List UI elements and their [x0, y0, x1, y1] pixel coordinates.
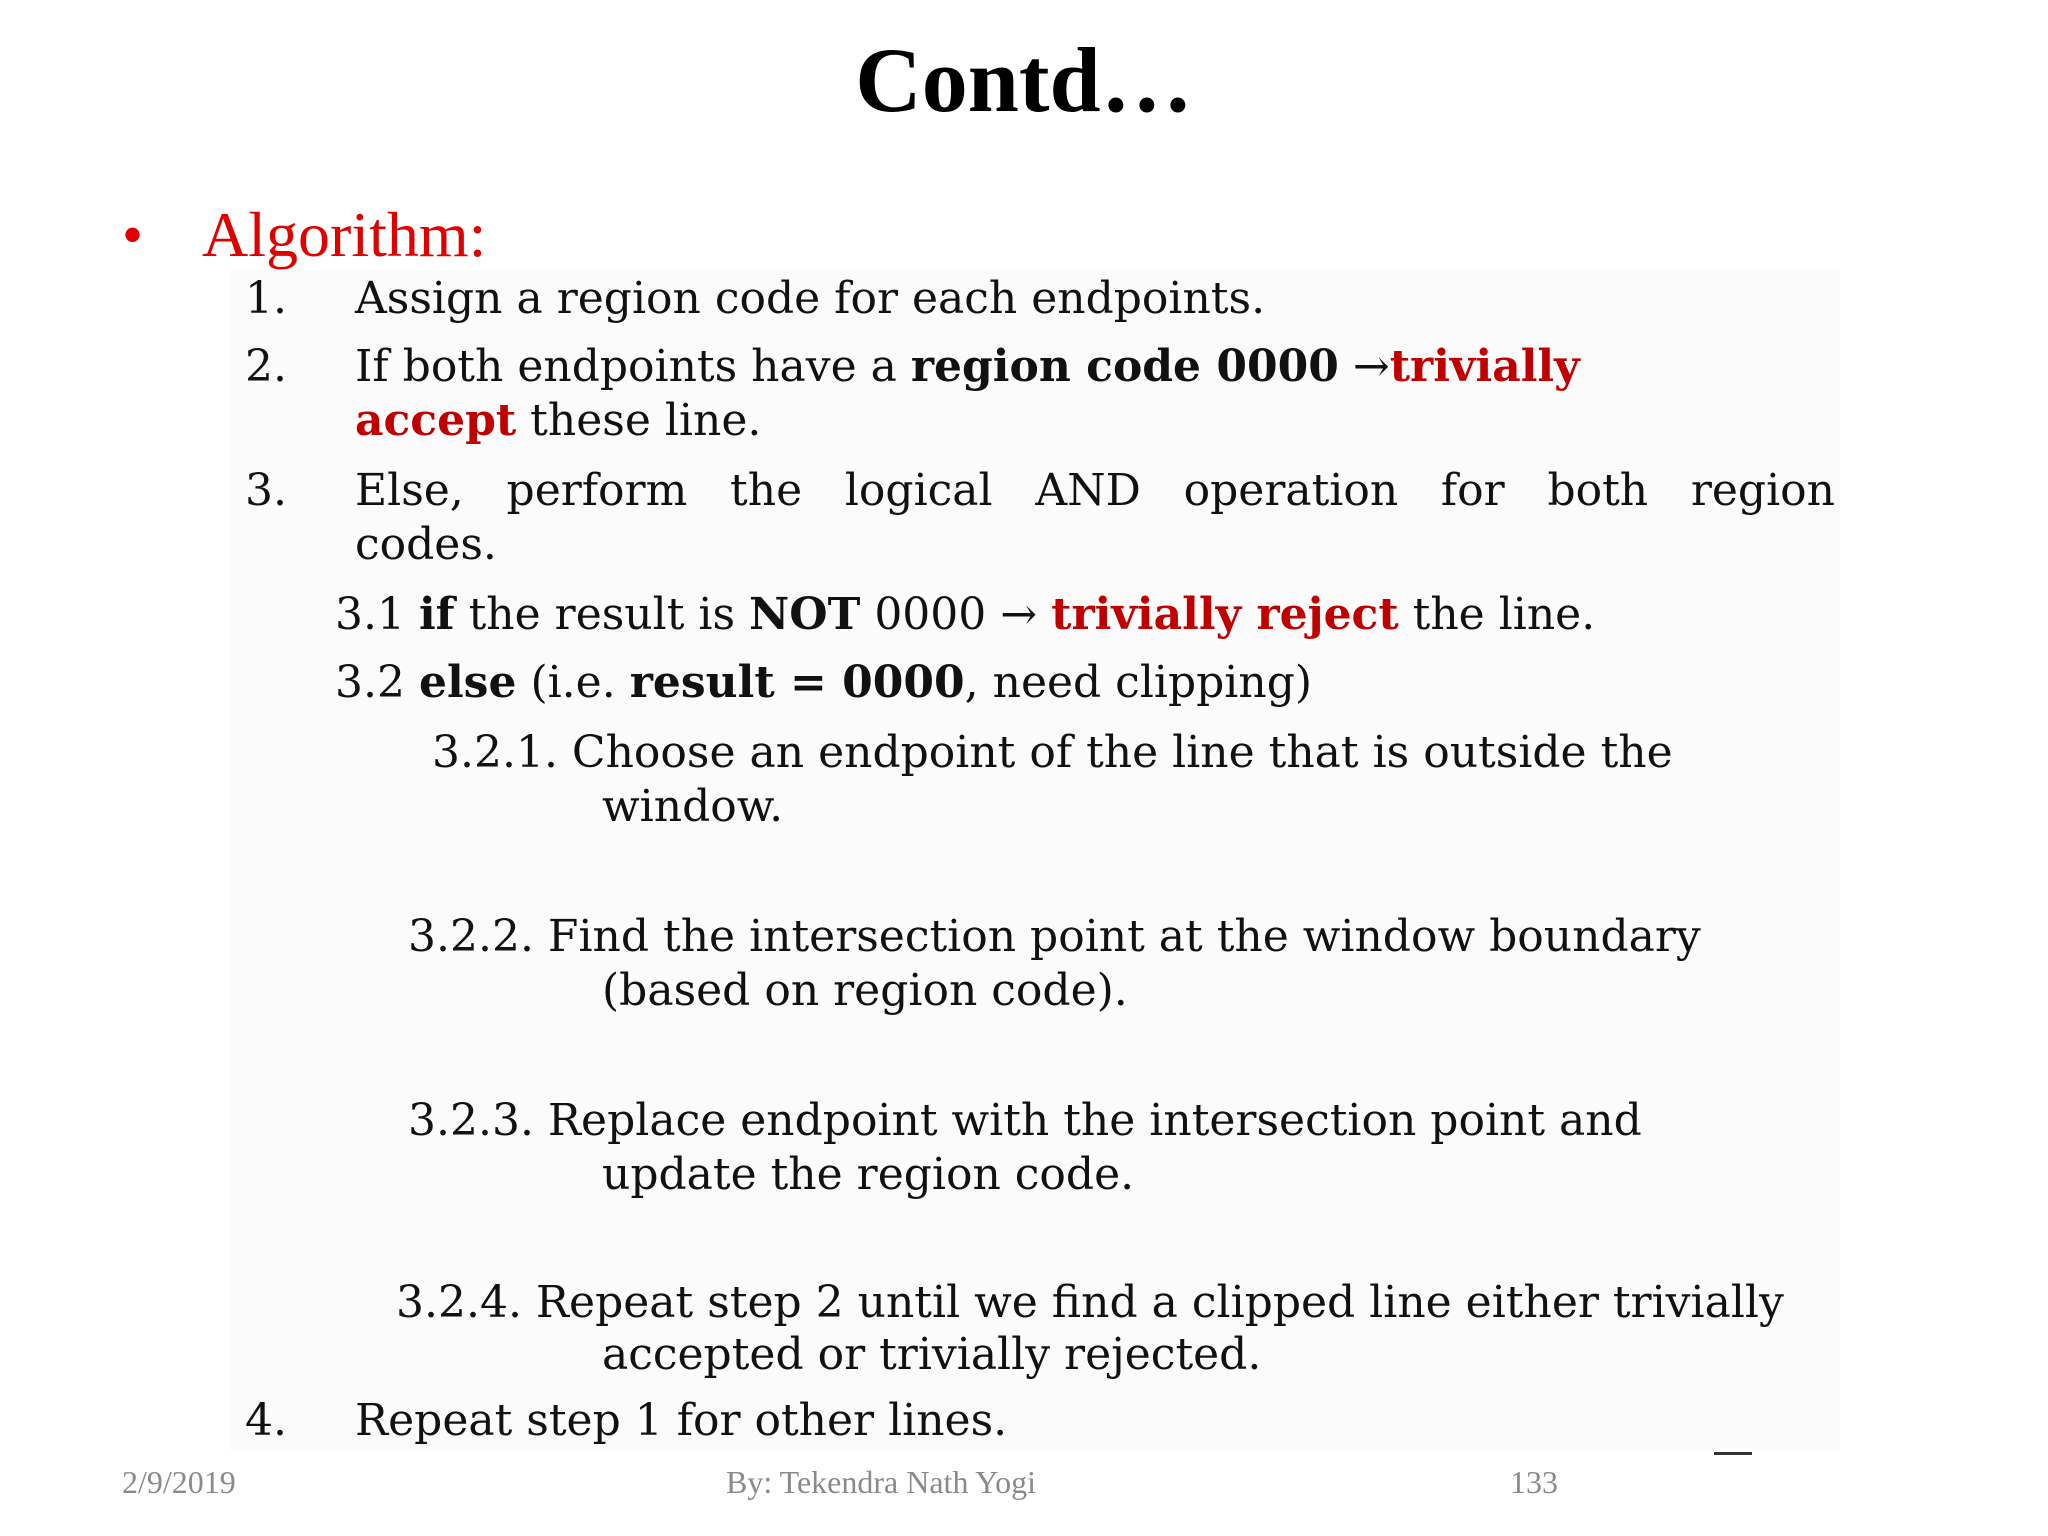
- step-1-text: Assign a region code for each endpoints.: [355, 273, 1266, 324]
- step-2-text-a: If both endpoints have a: [355, 341, 911, 392]
- step-3-1-c: 0000 →: [860, 589, 1052, 640]
- step-2-line-1: [355, 340, 1835, 394]
- step-3-2-2-line-2: (based on region code).: [602, 965, 1128, 1016]
- step-3-1-d: the line.: [1398, 589, 1596, 640]
- step-3-2-else: else: [418, 657, 517, 708]
- step-3-2-3-line-1: 3.2.3. Replace endpoint with the intersection point and: [408, 1095, 1642, 1146]
- footer-date: 2/9/2019: [122, 1464, 236, 1500]
- step-3-2-1-line-1: 3.2.1. Choose an endpoint of the line that is outside the: [432, 727, 1673, 778]
- step-2-accept: accept: [355, 395, 517, 446]
- step-3-2-result: result = 0000: [629, 657, 965, 708]
- step-3-2-c: , need clipping): [964, 657, 1313, 708]
- step-3-number: 3.: [245, 465, 287, 516]
- step-2-trivially: trivially: [1389, 341, 1580, 392]
- step-3-1: [335, 588, 1595, 642]
- footer-author: By: Tekendra Nath Yogi: [726, 1464, 1037, 1500]
- step-3-1-not: NOT: [749, 589, 861, 640]
- step-3-2-2-line-1: 3.2.2. Find the intersection point at the window boundary: [408, 911, 1701, 962]
- step-2-region-code: region code 0000: [910, 341, 1339, 392]
- step-4-text: Repeat step 1 for other lines.: [355, 1395, 1008, 1446]
- step-3-1-a: 3.1: [335, 589, 419, 640]
- step-3-2-3-line-2: update the region code.: [602, 1149, 1135, 1200]
- algorithm-heading: Algorithm:: [202, 199, 487, 270]
- step-2-number: 2.: [245, 341, 287, 392]
- step-3-line-1: Else, perform the logical AND operation for both region: [355, 465, 1835, 516]
- step-2-line-2: [355, 394, 761, 448]
- step-3-2-4-line-2: accepted or trivially rejected.: [602, 1329, 1262, 1380]
- slide-title: Contd…: [855, 29, 1193, 131]
- bullet-marker: •: [122, 202, 144, 268]
- step-3-1-trivially-reject: trivially reject: [1051, 589, 1399, 640]
- step-3-2-4-line-1: 3.2.4. Repeat step 2 until we find a clipped line either trivially: [396, 1277, 1784, 1328]
- dash-mark: [1714, 1452, 1752, 1455]
- step-3-1-if: if: [418, 589, 455, 640]
- step-4-number: 4.: [245, 1395, 287, 1446]
- step-3-1-b: the result is: [454, 589, 750, 640]
- step-3-2-a: 3.2: [335, 657, 419, 708]
- footer-page-number: 133: [1510, 1464, 1558, 1500]
- step-3-2-b: (i.e.: [516, 657, 630, 708]
- step-1-number: 1.: [245, 273, 287, 324]
- algorithm-image: [230, 270, 1840, 1450]
- step-3-2-1-line-2: window.: [602, 781, 784, 832]
- step-2-arrow: →: [1338, 341, 1390, 392]
- step-3-line-2: codes.: [355, 519, 497, 570]
- step-2-text-b: these line.: [516, 395, 762, 446]
- step-3-2: [335, 656, 1312, 710]
